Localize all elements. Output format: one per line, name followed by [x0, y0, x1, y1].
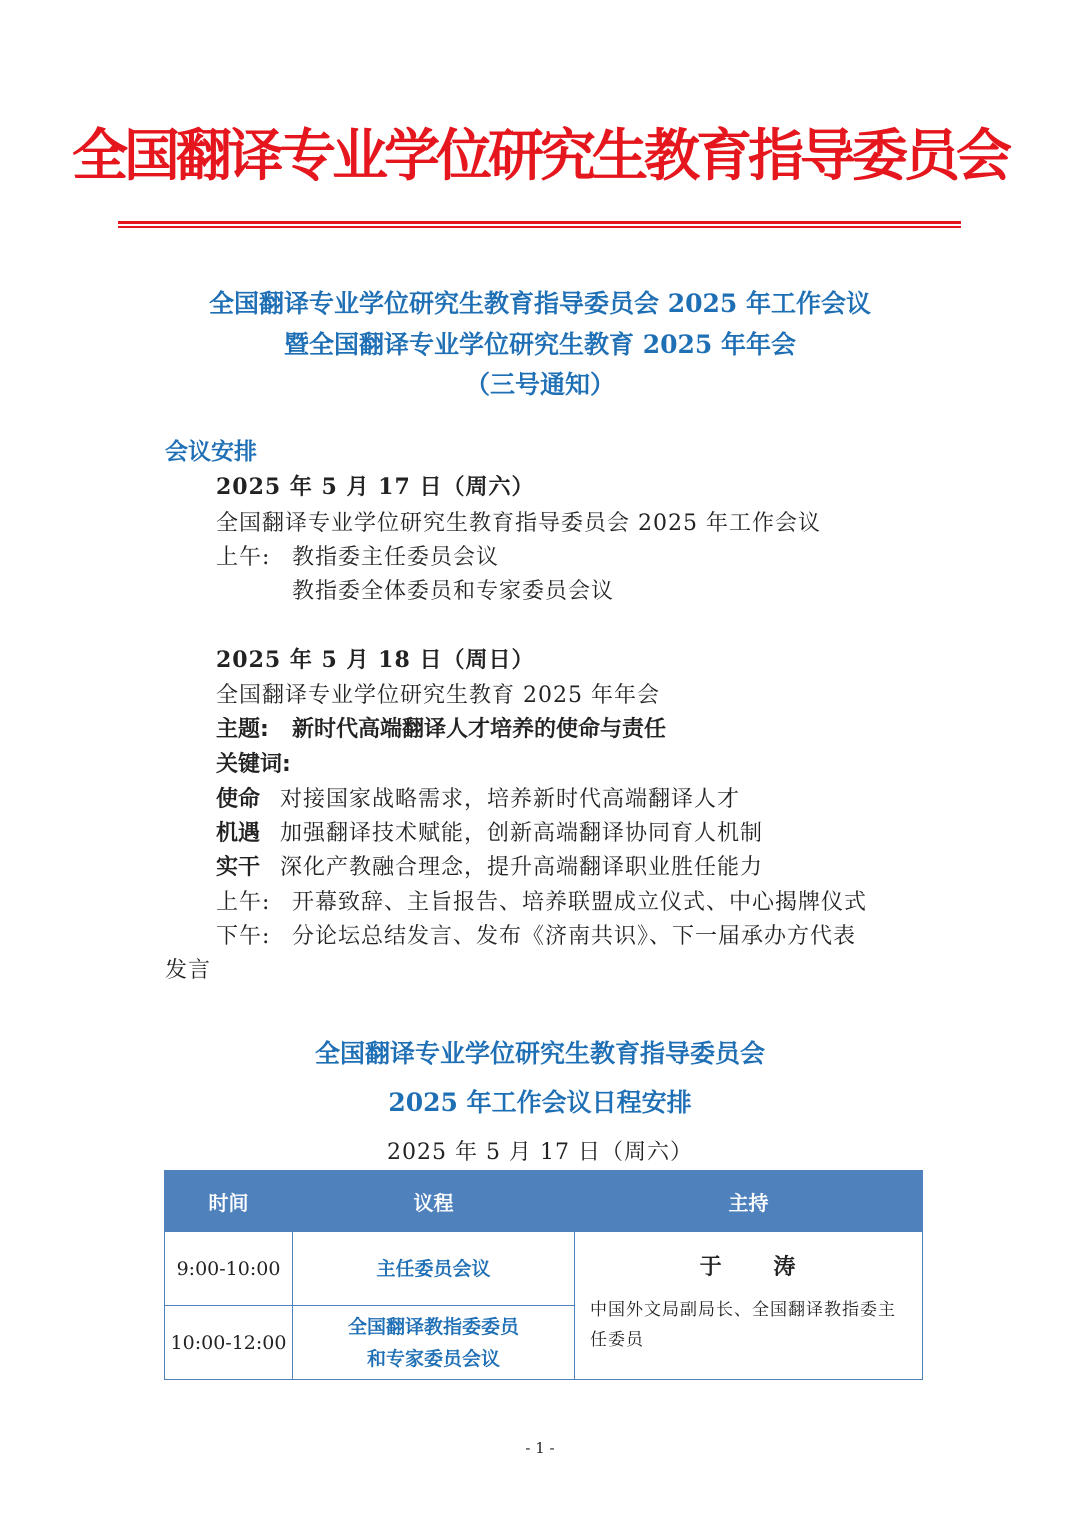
- masthead-title: 全国翻译专业学位研究生教育指导委员会: [72, 124, 1008, 189]
- notice-subtitle: （三号通知）: [464, 370, 615, 399]
- header-time: 时间: [165, 1171, 293, 1232]
- day2-morning: 开幕致辞、主旨报告、培养联盟成立仪式、中心揭牌仪式: [292, 890, 868, 915]
- day2-keywords-label: 关键词:: [216, 752, 291, 777]
- day2-theme-label: 主题:: [216, 717, 269, 742]
- row-agenda: [293, 1306, 575, 1380]
- host-name: 于 涛: [699, 1254, 818, 1280]
- table-header-row: [165, 1171, 923, 1232]
- keyword-desc: 对接国家战略需求，培养新时代高端翻译人才: [280, 787, 741, 812]
- day1-event: 全国翻译专业学位研究生教育指导委员会 2025 年工作会议: [216, 511, 821, 536]
- day1-morning-label: 上午:: [216, 545, 271, 570]
- masthead-rule-thick: [118, 221, 961, 224]
- day2-date: 2025 年 5 月 18 日（周日）: [216, 647, 535, 673]
- day2-morning-label: 上午:: [216, 890, 271, 915]
- header-agenda: 议程: [293, 1171, 575, 1232]
- table-row: [165, 1232, 923, 1306]
- day2-afternoon-line2: 发言: [165, 958, 212, 983]
- day1-morning-item2: 教指委全体委员和专家委员会议: [292, 579, 615, 604]
- keyword-term: 机遇: [216, 821, 261, 846]
- schedule-date: 2025 年 5 月 17 日（周六）: [387, 1140, 693, 1165]
- notice-title-line1: 全国翻译专业学位研究生教育指导委员会 2025 年工作会议: [209, 289, 871, 318]
- day2-event: 全国翻译专业学位研究生教育 2025 年年会: [216, 683, 660, 708]
- day1-date: 2025 年 5 月 17 日（周六）: [216, 474, 535, 500]
- page-number: - 1 -: [525, 1439, 555, 1457]
- notice-title-line2: 暨全国翻译专业学位研究生教育 2025 年年会: [284, 330, 796, 359]
- host-cell: [575, 1232, 923, 1380]
- keyword-term: 使命: [216, 787, 261, 812]
- day2-afternoon-label: 下午:: [216, 924, 271, 949]
- schedule-table: [164, 1170, 923, 1380]
- keyword-desc: 深化产教融合理念，提升高端翻译职业胜任能力: [280, 855, 764, 880]
- keyword-desc: 加强翻译技术赋能，创新高端翻译协同育人机制: [280, 821, 764, 846]
- schedule-title-line2: 2025 年工作会议日程安排: [388, 1088, 692, 1117]
- day2-theme: 新时代高端翻译人才培养的使命与责任: [292, 717, 667, 742]
- day2-afternoon-line1: 分论坛总结发言、发布《济南共识》、下一届承办方代表: [292, 924, 857, 949]
- row-time: 9:00-10:00: [165, 1232, 293, 1306]
- row-agenda-line2: 和专家委员会议: [366, 1347, 500, 1370]
- schedule-title-line1: 全国翻译专业学位研究生教育指导委员会: [314, 1039, 765, 1068]
- header-host: 主持: [575, 1171, 923, 1232]
- row-agenda-line1: 全国翻译教指委委员: [347, 1315, 519, 1338]
- day1-morning-item1: 教指委主任委员会议: [292, 545, 500, 570]
- masthead-rule-thin: [118, 226, 961, 228]
- section-heading: 会议安排: [165, 439, 257, 465]
- row-time: 10:00-12:00: [165, 1306, 293, 1380]
- row-agenda: 主任委员会议: [293, 1232, 575, 1306]
- keyword-term: 实干: [216, 855, 261, 880]
- host-title: 中国外文局副局长、全国翻译教指委主任委员: [590, 1300, 896, 1350]
